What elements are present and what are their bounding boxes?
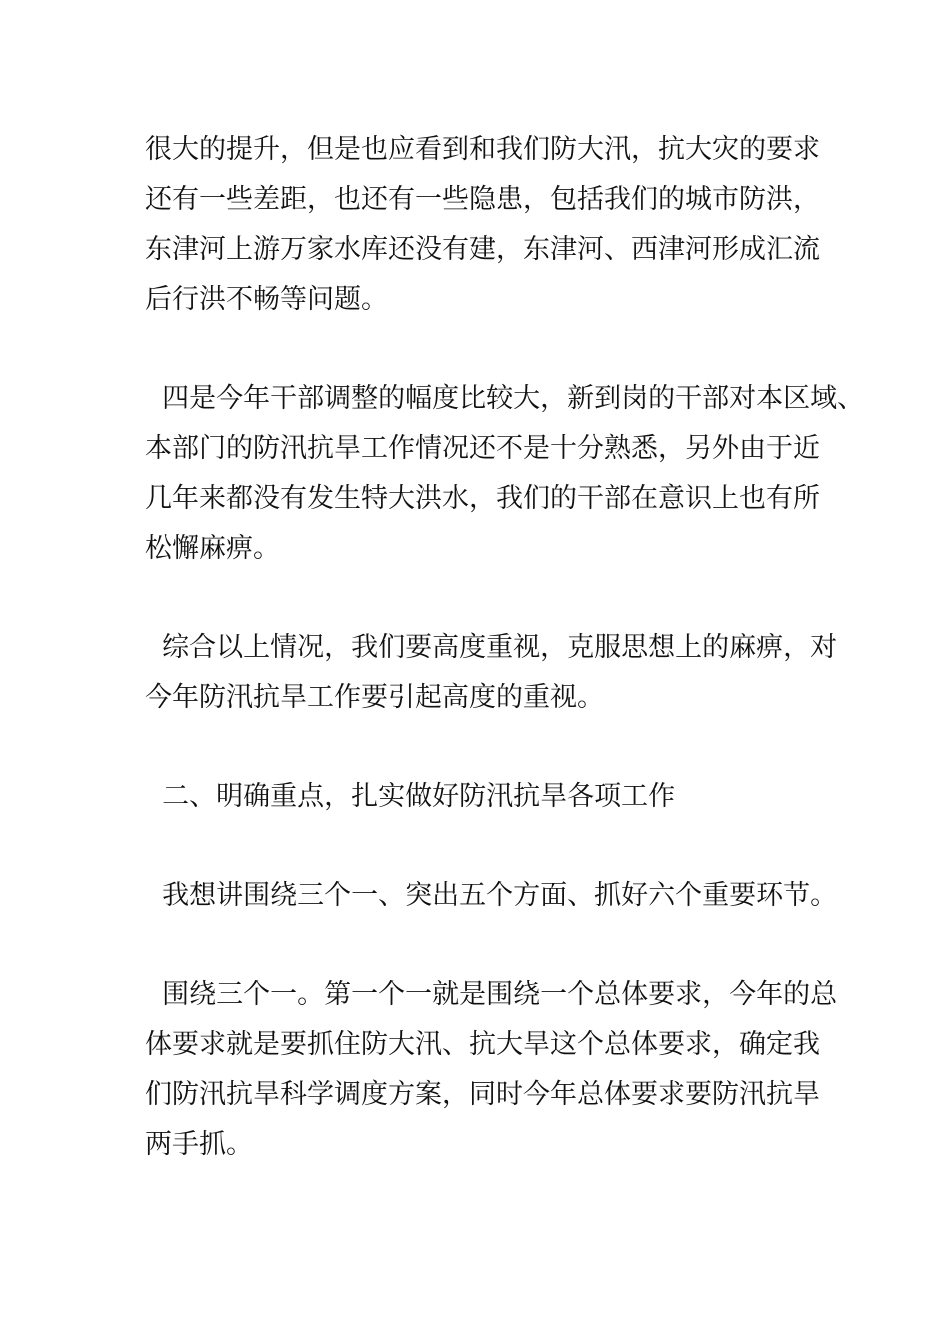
paragraph-line: 东津河上游万家水库还没有建，东津河、西津河形成汇流: [145, 234, 820, 265]
paragraph-line: 几年来都没有发生特大洪水，我们的干部在意识上也有所: [145, 483, 820, 514]
paragraph-line: 两手抓。: [145, 1129, 253, 1160]
paragraph-line: 四是今年干部调整的幅度比较大，新到岗的干部对本区域、: [145, 383, 865, 414]
paragraph-line: 本部门的防汛抗旱工作情况还不是十分熟悉，另外由于近: [145, 433, 820, 464]
paragraph-line: 还有一些差距，也还有一些隐患，包括我们的城市防洪，: [145, 184, 820, 215]
paragraph-line: 体要求就是要抓住防大汛、抗大旱这个总体要求，确定我: [145, 1029, 820, 1060]
paragraph-line: 们防汛抗旱科学调度方案，同时今年总体要求要防汛抗旱: [145, 1079, 820, 1110]
paragraph-line: 围绕三个一。第一个一就是围绕一个总体要求，今年的总: [145, 979, 838, 1010]
paragraph-line: 很大的提升，但是也应看到和我们防大汛，抗大灾的要求: [145, 134, 820, 165]
paragraph-line: 我想讲围绕三个一、突出五个方面、抓好六个重要环节。: [145, 880, 838, 911]
paragraph-line: 后行洪不畅等问题。: [145, 284, 388, 315]
paragraph-line: 今年防汛抗旱工作要引起高度的重视。: [145, 682, 604, 713]
paragraph-line: 综合以上情况，我们要高度重视，克服思想上的麻痹，对: [145, 632, 838, 663]
paragraph-line: 松懈麻痹。: [145, 533, 280, 564]
section-heading: 二、明确重点，扎实做好防汛抗旱各项工作: [145, 781, 676, 812]
